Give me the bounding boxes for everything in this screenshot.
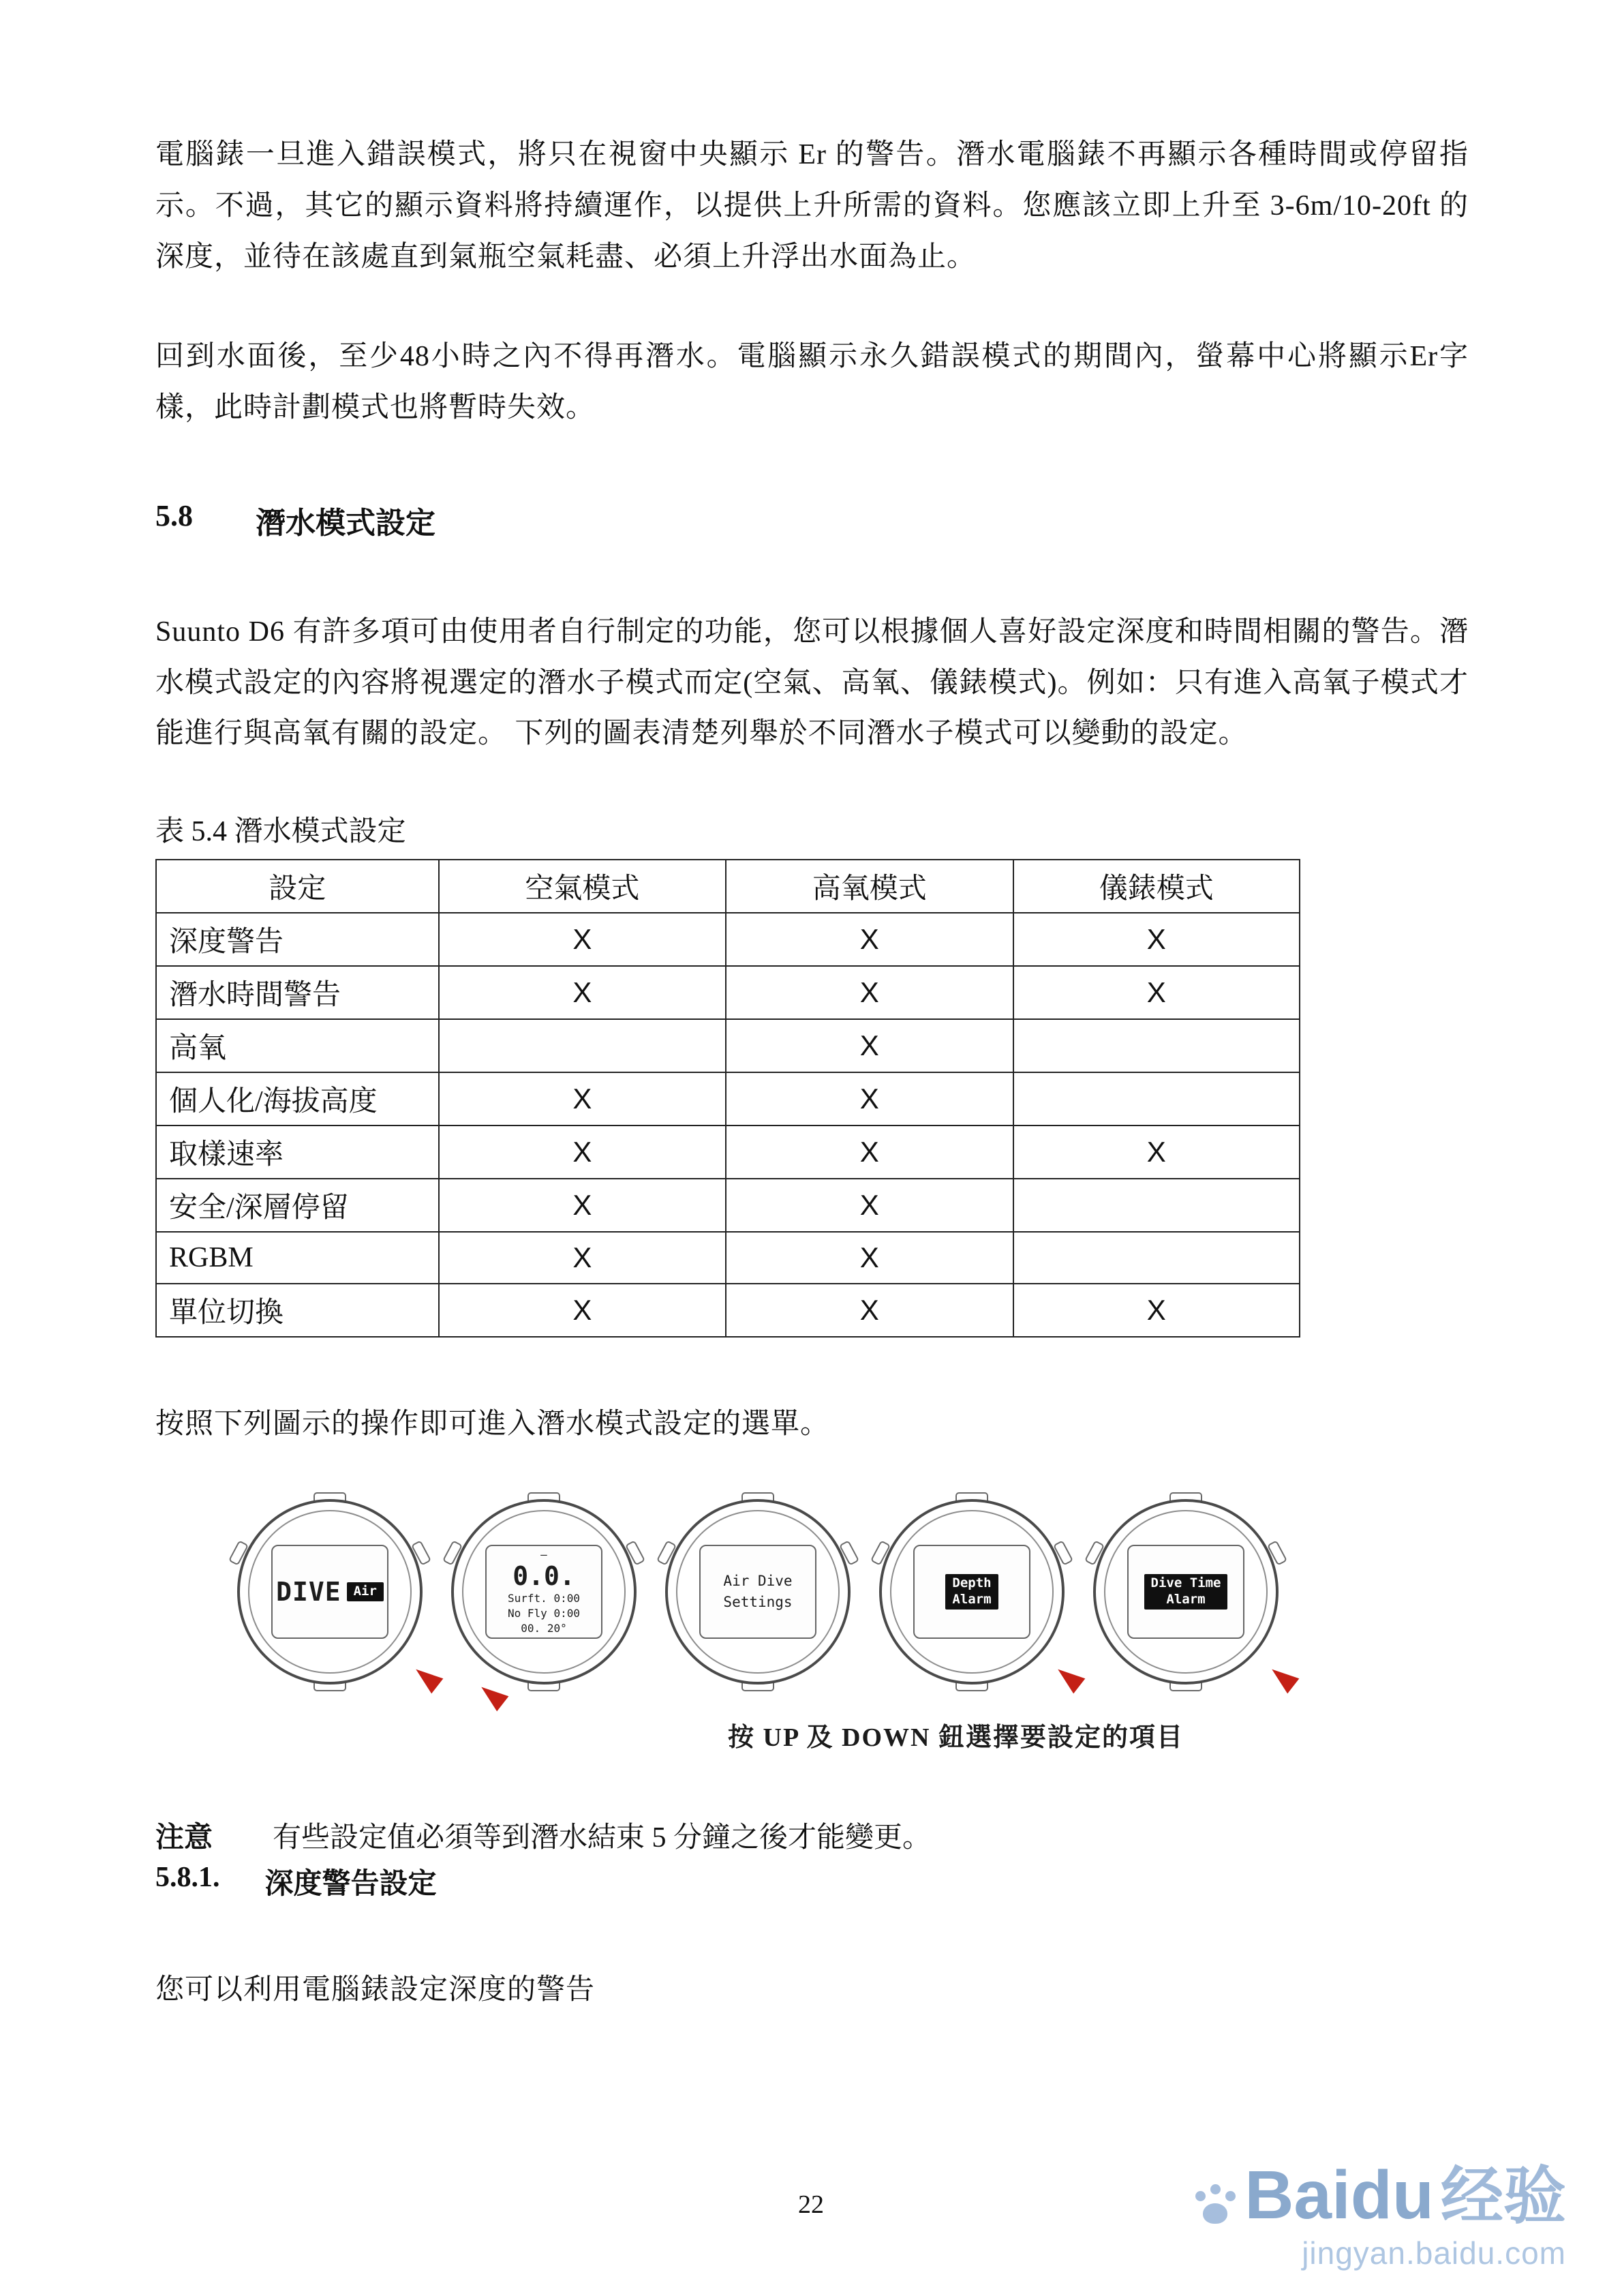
lcd-text: Air Dive (723, 1573, 793, 1590)
note-text: 有些設定值必須等到潛水結束 5 分鐘之後才能變更。 (273, 1822, 932, 1854)
cell-mark: X (1013, 913, 1300, 966)
paragraph-menu-instruction: 按照下列圖示的操作即可進入潛水模式設定的選單。 (155, 1408, 830, 1440)
cell-mark: X (726, 1179, 1013, 1232)
watch-surface-screen (451, 1499, 637, 1685)
cell-mark: X (439, 1232, 726, 1284)
lcd-text: Depth (952, 1575, 992, 1590)
cell-mark (1013, 1232, 1300, 1284)
lcd-text: Settings (723, 1593, 793, 1610)
cell-mark: X (1013, 1284, 1300, 1337)
watch-dive-time-alarm-screen (1093, 1499, 1279, 1685)
header-setting: 設定 (156, 860, 439, 913)
cell-mark: X (726, 1284, 1013, 1337)
red-arrow-icon (410, 1661, 444, 1693)
cell-mark: X (439, 966, 726, 1019)
watch-display (1127, 1545, 1244, 1639)
cell-mark: X (726, 966, 1013, 1019)
paragraph-surface-rule: 回到水面後，至少48小時之內不得再潛水。電腦顯示永久錯誤模式的期間內，螢幕中心將顯示Er字樣，此時計劃模式也將暫時失效。 (155, 341, 1469, 423)
section-number: 5.8 (155, 498, 193, 532)
lcd-text: No Fly 0:00 (508, 1606, 580, 1620)
lcd-inverted-menu (1144, 1574, 1228, 1610)
cell-mark: X (439, 1072, 726, 1126)
red-arrow-icon (476, 1679, 509, 1711)
row-label: 個人化/海拔高度 (156, 1072, 439, 1126)
cell-mark: X (1013, 1126, 1300, 1179)
cell-mark: X (726, 1126, 1013, 1179)
row-label: 高氧 (156, 1019, 439, 1072)
table-row (156, 1179, 1300, 1232)
row-label: 取樣速率 (156, 1126, 439, 1179)
section-heading-5-8 (155, 498, 1469, 542)
table-row (156, 966, 1300, 1019)
red-arrow-icon (1052, 1661, 1086, 1693)
watermark-logo-row (1193, 2157, 1566, 2233)
red-arrow-icon (1266, 1661, 1300, 1693)
watch-display (913, 1545, 1030, 1639)
header-air-mode: 空氣模式 (439, 860, 726, 913)
cell-mark: X (439, 1126, 726, 1179)
lcd-text: 00. 20° (521, 1621, 567, 1635)
note-label: 注意 (155, 1822, 213, 1854)
lcd-text: Surft. 0:00 (508, 1591, 580, 1605)
table-row (156, 1232, 1300, 1284)
watermark-brand: Baidu (1244, 2157, 1434, 2233)
lcd-inverted-menu (945, 1574, 998, 1610)
subsection-number: 5.8.1. (155, 1861, 220, 1893)
lcd-text: 0.0. (512, 1560, 575, 1591)
cell-mark: X (1013, 966, 1300, 1019)
lcd-text: Dive Time (1150, 1575, 1221, 1590)
cell-mark (1013, 1019, 1300, 1072)
watch-display (271, 1545, 388, 1639)
cell-mark (439, 1019, 726, 1072)
cell-mark: X (726, 1019, 1013, 1072)
lcd-text: Alarm (952, 1591, 992, 1607)
watch-depth-alarm-screen (879, 1499, 1065, 1685)
dive-mode-settings-table (155, 859, 1300, 1338)
cell-mark: X (439, 1284, 726, 1337)
row-label: RGBM (156, 1232, 439, 1284)
lcd-text: DIVE (276, 1576, 341, 1607)
table-header-row (156, 860, 1300, 913)
header-nitrox-mode: 高氧模式 (726, 860, 1013, 913)
paragraph-depth-alarm-intro: 您可以利用電腦錶設定深度的警告 (155, 1974, 596, 2006)
table-row (156, 1072, 1300, 1126)
watch-display (485, 1545, 602, 1639)
table-row (156, 1126, 1300, 1179)
watch-dive-mode (237, 1499, 423, 1685)
cell-mark: X (439, 1179, 726, 1232)
header-gauge-mode: 儀錶模式 (1013, 860, 1300, 913)
table-row (156, 913, 1300, 966)
cell-mark: X (726, 913, 1013, 966)
subsection-heading-5-8-1 (155, 1861, 1469, 1902)
watch-settings-screen (665, 1499, 851, 1685)
section-title: 潛水模式設定 (256, 506, 435, 540)
page-number: 22 (798, 2190, 824, 2219)
paragraph-error-mode: 電腦錶一旦進入錯誤模式，將只在視窗中央顯示 Er 的警告。潛水電腦錶不再顯示各種時間或停留指示。不過，其它的顯示資料將持續運作，以提供上升所需的資料。您應該立即上升至 3-6m/10-20ft 的深度，並待在該處直到氣瓶空氣耗盡、必須上升浮出水面為止。 (155, 139, 1469, 273)
cell-mark (1013, 1179, 1300, 1232)
watch-display (699, 1545, 816, 1639)
cell-mark (1013, 1072, 1300, 1126)
table-caption: 表 5.4 潛水模式設定 (155, 816, 406, 847)
watermark-suffix: 经验 (1440, 2162, 1566, 2231)
lcd-text: Alarm (1166, 1591, 1206, 1607)
paragraph-dive-mode-intro: Suunto D6 有許多項可由使用者自行制定的功能，您可以根據個人喜好設定深度和時間相關的警告。潛水模式設定的內容將視選定的潛水子模式而定(空氣、高氧、儀錶模式)。例如：只有進入高氧子模式才能進行與高氧有關的設定。 下列的圖表清楚列舉於不同潛水子模式可以變動的設定。 (155, 616, 1469, 750)
note-line (155, 1815, 1469, 1856)
subsection-title: 深度警告設定 (264, 1868, 437, 1900)
baidu-paw-icon (1193, 2183, 1238, 2228)
row-label: 深度警告 (156, 913, 439, 966)
figure-caption: 按 UP 及 DOWN 鈕選擇要設定的項目 (728, 1723, 1184, 1752)
cell-mark: X (726, 1072, 1013, 1126)
watch-row (237, 1499, 1355, 1685)
cell-mark: X (439, 913, 726, 966)
lcd-text: — (540, 1547, 547, 1561)
row-label: 潛水時間警告 (156, 966, 439, 1019)
table-row (156, 1019, 1300, 1072)
watch-sequence-figure (237, 1499, 1355, 1753)
lcd-badge: Air (347, 1582, 384, 1601)
row-label: 安全/深層停留 (156, 1179, 439, 1232)
table-row (156, 1284, 1300, 1337)
cell-mark: X (726, 1232, 1013, 1284)
row-label: 單位切換 (156, 1284, 439, 1337)
watermark-url: jingyan.baidu.com (1302, 2235, 1566, 2271)
baidu-watermark (1193, 2157, 1566, 2271)
